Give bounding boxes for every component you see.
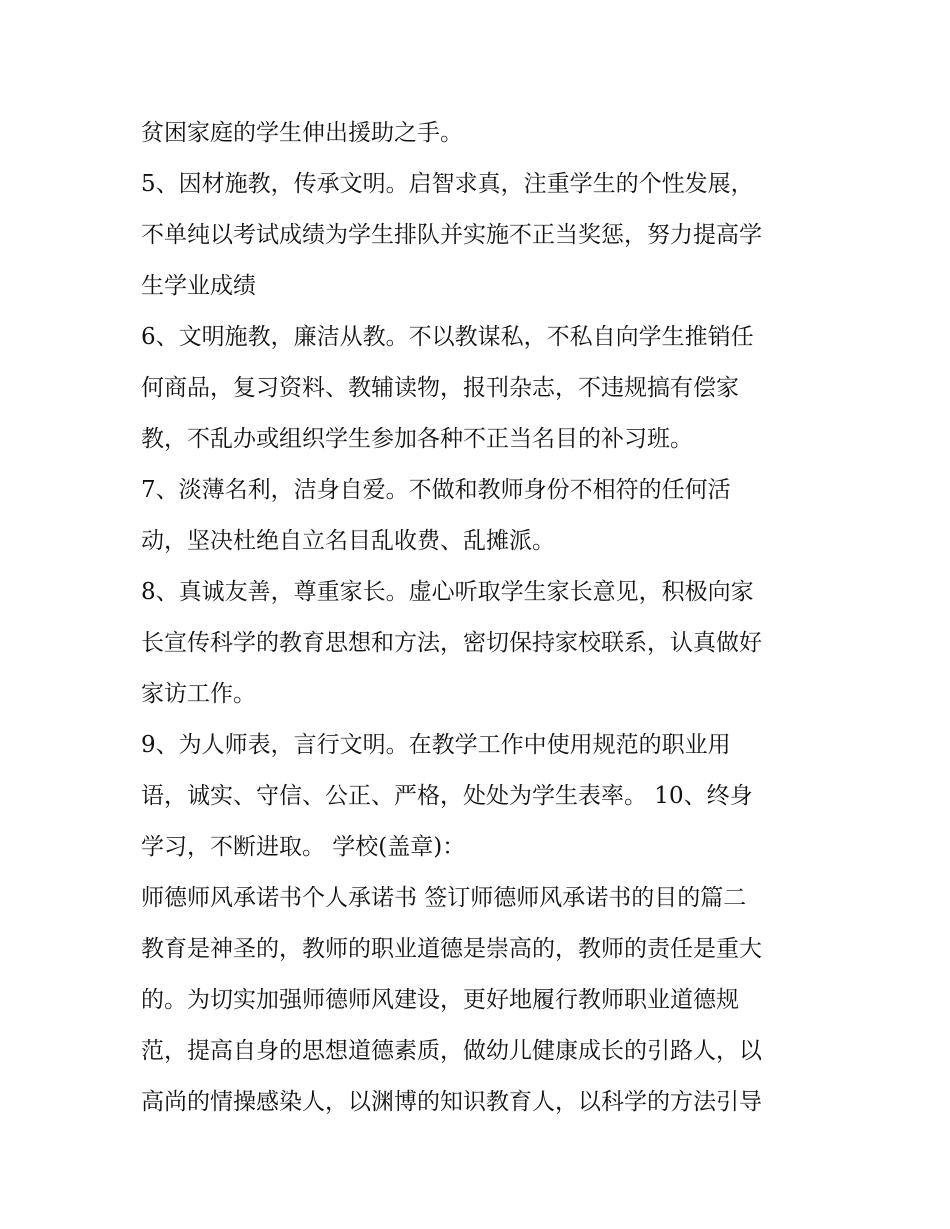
document-body [141,108,821,1128]
text-line: 不单纯以考试成绩为学生排队并实施不正当奖惩，努力提高学 [141,222,762,248]
text-line: 长宣传科学的教育思想和方法，密切保持家校联系，认真做好 [141,630,762,656]
text-line: 范，提高自身的思想道德素质，做幼儿健康成长的引路人，以 [141,1038,762,1064]
text-line: 的。为切实加强师德师风建设，更好地履行教师职业道德规 [141,987,739,1013]
text-line: 动，坚决杜绝自立名目乱收费、乱摊派。 [141,528,555,554]
text-line: 语，诚实、守信、公正、严格，处处为学生表率。 10、终身 [141,783,753,809]
text-line: 6、文明施教，廉洁从教。不以教谋私，不私自向学生推销任 [141,324,754,350]
text-line: 何商品，复习资料、教辅读物，报刊杂志，不违规搞有偿家 [141,375,739,401]
text-line: 生学业成绩 [141,273,256,299]
text-line: 高尚的情操感染人，以渊博的知识教育人，以科学的方法引导 [141,1089,762,1115]
text-line: 教育是神圣的，教师的职业道德是崇高的，教师的责任是重大 [141,936,762,962]
text-line: 8、真诚友善，尊重家长。虚心听取学生家长意见，积极向家 [141,579,754,605]
text-line: 7、淡薄名利，洁身自爱。不做和教师身份不相符的任何活 [141,477,731,503]
text-line: 家访工作。 [141,681,256,707]
text-line: 师德师风承诺书个人承诺书 签订师德师风承诺书的目的篇二 [141,885,747,911]
text-line: 学习，不断进取。 学校(盖章)： [141,834,466,860]
text-line: 贫困家庭的学生伸出援助之手。 [141,120,463,146]
text-line: 9、为人师表，言行文明。在教学工作中使用规范的职业用 [141,732,731,758]
text-line: 教，不乱办或组织学生参加各种不正当名目的补习班。 [141,426,693,452]
text-line: 5、因材施教，传承文明。启智求真，注重学生的个性发展， [141,171,754,197]
